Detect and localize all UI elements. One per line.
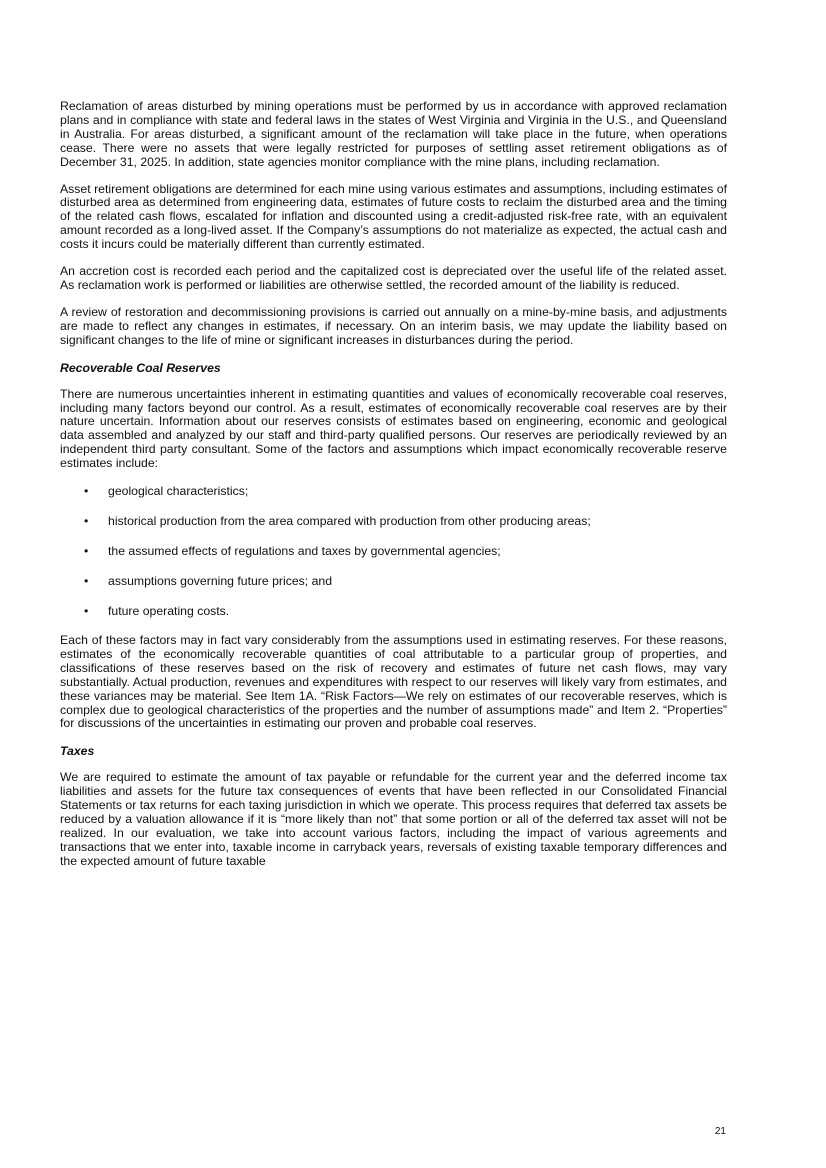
list-item-text: geological characteristics; (108, 484, 249, 499)
paragraph-reclamation: Reclamation of areas disturbed by mining operations must be performed by us in accordance with approved reclamation plans and in compliance with state and federal laws in the states of West Virginia and Virginia in the U.S., and Queensland in Australia. For areas disturbed, a significant amount of the reclamation will take place in the future, when operations cease. There were no assets that were legally restricted for purposes of settling asset retirement obligations as of December 31, 2025. In addition, state agencies monitor compliance with the mine plans, including reclamation. (60, 99, 727, 169)
heading-taxes: Taxes (60, 744, 95, 759)
list-item-text: historical production from the area compared with production from other producing areas; (108, 514, 591, 529)
paragraph-restoration-review: A review of restoration and decommissioning provisions is carried out annually on a mine-by-mine basis, and adjustments are made to reflect any changes in estimates, if necessary. On an interim basis, we may update the liability based on significant changes to the life of mine or significant increases in disturbances during the period. (60, 304, 727, 347)
page-number: 21 (714, 1126, 726, 1137)
bullet-marker: • (84, 604, 89, 619)
list-item-text: future operating costs. (108, 604, 230, 619)
paragraph-asset-retirement-obligations: Asset retirement obligations are determined for each mine using various estimates and assumptions, including estimates of disturbed area as determined from engineering data, estimates of future costs to reclaim the disturbed area and the timing of the related cash flows, escalated for inflation and discounted using a credit-adjusted risk-free rate, with an equivalent amount recorded as a long-lived asset. If the Company’s assumptions do not materialize as expected, the actual cash and costs it incurs could be materially different than currently estimated. (60, 181, 727, 252)
list-item (60, 484, 727, 498)
list-item (60, 544, 727, 558)
paragraph-accretion-cost: An accretion cost is recorded each period and the capitalized cost is depreciated over the useful life of the related asset. As reclamation work is performed or liabilities are otherwise settled, the recorded amount of the liability is reduced. (60, 264, 727, 292)
list-item-text: assumptions governing future prices; and (108, 574, 333, 589)
document-page (60, 100, 727, 882)
bullet-marker: • (84, 544, 89, 559)
list-item-text: the assumed effects of regulations and taxes by governmental agencies; (108, 544, 501, 559)
bullet-marker: • (84, 574, 89, 589)
heading-recoverable-coal-reserves: Recoverable Coal Reserves (60, 360, 221, 375)
paragraph-factor-variance: Each of these factors may in fact vary considerably from the assumptions used in estimating reserves. For these reasons, estimates of the economically recoverable quantities of coal attributable to a particular group of properties, and classifications of these reserves based on the risk of recovery and estimates of future net cash flows, may vary substantially. Actual production, revenues and expenditures with respect to our reserves will likely vary from estimates, and these variances may be material. See Item 1A. “Risk Factors—We rely on estimates of our recoverable reserves, which is complex due to geological characteristics of the properties and the number of assumptions made” and Item 2. “Properties” for discussions of the uncertainties in estimating our proven and probable coal reserves. (60, 633, 727, 731)
list-item (60, 514, 727, 528)
paragraph-taxes: We are required to estimate the amount of tax payable or refundable for the current year and the deferred income tax liabilities and assets for the future tax consequences of events that have been reflected in our Consolidated Financial Statements or tax returns for each taxing jurisdiction in which we operate. This process requires that deferred tax assets be reduced by a valuation allowance if it is “more likely than not” that some portion or all of the deferred tax asset will not be realized. In our evaluation, we take into account various factors, including the impact of various agreements and transactions that we enter into, taxable income in carryback years, reversals of existing taxable temporary differences and the expected amount of future taxable (60, 770, 727, 868)
paragraph-reserve-uncertainties: There are numerous uncertainties inherent in estimating quantities and values of economically recoverable coal reserves, including many factors beyond our control. As a result, estimates of economically recoverable coal reserves are by their nature uncertain. Information about our reserves consists of estimates based on engineering, economic and geological data assembled and analyzed by our staff and third-party qualified persons. Our reserves are periodically reviewed by an independent third party consultant. Some of the factors and assumptions which impact economically recoverable reserve estimates include: (60, 386, 727, 471)
reserve-factors-list (60, 484, 727, 618)
bullet-marker: • (84, 514, 89, 529)
bullet-marker: • (84, 484, 89, 499)
list-item (60, 574, 727, 588)
list-item (60, 604, 727, 618)
